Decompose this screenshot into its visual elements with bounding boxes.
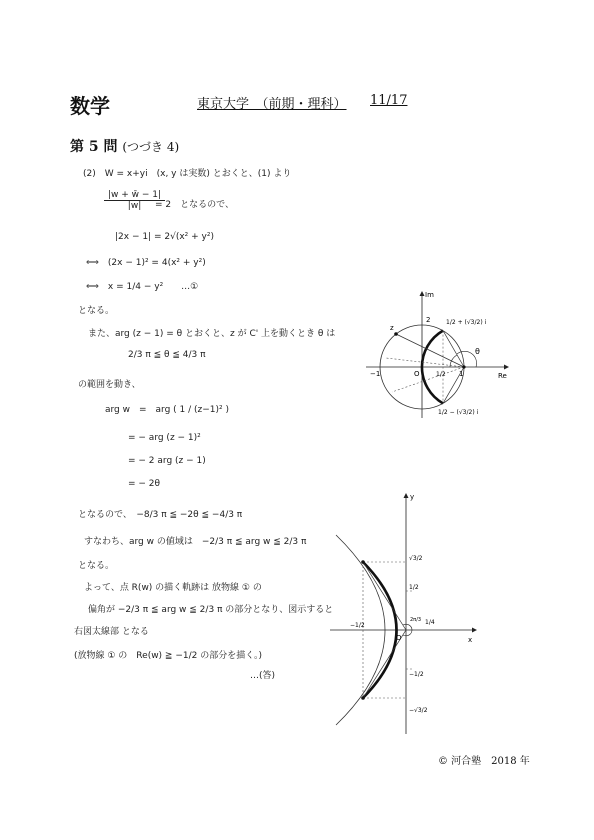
solution-line-15: すなわち、arg w の値域は −2/3 π ≦ arg w ≦ 2/3 π [84,537,307,547]
figure-circle-plane [362,288,522,423]
label-neg-half-x: −1/2 [350,622,365,629]
fraction-denominator: |w| [127,201,142,211]
problem-heading [70,136,179,156]
solution-line-19: 右図太線部 となる [74,627,149,637]
x-axis-arrow [472,628,477,633]
label-bottom-point: 1/2 − (√3/2) i [438,409,479,416]
label-z: z [390,324,394,332]
label-two: 2 [426,316,431,324]
problem-note: (つづき 4) [122,140,180,154]
solution-answer-mark: …(答) [250,671,276,681]
chord-z [396,334,464,367]
label-rt3-half: √3/2 [409,555,423,562]
subject-title: 数学 [70,94,110,118]
label-neg-rt3-half: −√3/2 [409,707,428,714]
label-minus-one: −1 [370,370,381,378]
solution-line-10: arg w = arg ( 1 / (z−1)² ) [105,405,230,415]
label-y: y [410,493,415,501]
label-top-point: 1/2 + (√3/2) i [446,319,487,326]
solution-line-2: = 2 となるので、 [155,200,234,210]
solution-line-16: となる。 [78,561,115,571]
label-angle: 2π/3 [410,617,422,623]
re-axis-arrow [504,365,509,370]
solution-line-7: また、arg (z − 1) = θ とおくと、z が C' 上を動くとき θ は [88,329,336,339]
endpoint-lower [361,696,365,700]
point-one [462,365,465,368]
solution-line-3: |2x − 1| = 2√(x² + y²) [115,232,214,242]
label-re: Re [498,372,507,380]
solution-line-5: ⟺ x = 1/4 − y² …① [86,282,199,292]
solution-line-8: 2/3 π ≦ θ ≦ 4/3 π [128,350,206,360]
label-im: Im [425,291,434,299]
solution-line-1: (2) W = x+yi (x, y は実数) とおくと、(1) より [83,169,292,179]
solution-line-17: よって、点 R(w) の描く軌跡は 放物線 ① の [84,583,262,593]
exam-title: 東京大学 （前期・理科） [197,97,347,112]
solution-line-9: の範囲を動き、 [78,380,141,390]
point-z [394,332,398,336]
solution-line-4: ⟺ (2x − 1)² = 4(x² + y²) [86,258,206,268]
solution-line-6: となる。 [78,306,115,316]
y-axis-arrow [404,493,409,498]
label-origin: O [396,634,402,642]
solution-line-18: 偏角が −2/3 π ≦ arg w ≦ 2/3 π の部分となり、図示すると [88,605,334,615]
problem-number: 第 5 問 [70,139,118,155]
endpoint-upper [361,560,365,564]
im-axis-arrow [420,291,425,296]
figure-parabola-plane [326,490,490,735]
solution-line-11: = − arg (z − 1)² [128,433,201,443]
angle-arc-1 [450,355,457,367]
page-number: 11/17 [370,93,408,108]
label-quarter: 1/4 [425,619,435,626]
label-neg-half-y: −1/2 [409,671,424,678]
solution-line-13: = − 2θ [128,479,161,489]
copyright: © 河合塾 2018 年 [438,756,530,767]
label-x: x [468,636,473,644]
label-half: 1/2 [409,584,419,591]
fraction-numerator: |w + w̄ − 1| [104,190,165,201]
solution-line-20: (放物線 ① の Re(w) ≧ −1/2 の部分を描く。) [74,651,263,661]
label-half: 1/2 [436,371,446,378]
solution-line-14: となるので、 −8/3 π ≦ −2θ ≦ −4/3 π [78,510,243,520]
label-theta: θ [475,347,480,356]
label-origin: O [414,370,420,378]
solution-line-12: = − 2 arg (z − 1) [128,456,206,466]
label-one: 1 [459,370,464,378]
